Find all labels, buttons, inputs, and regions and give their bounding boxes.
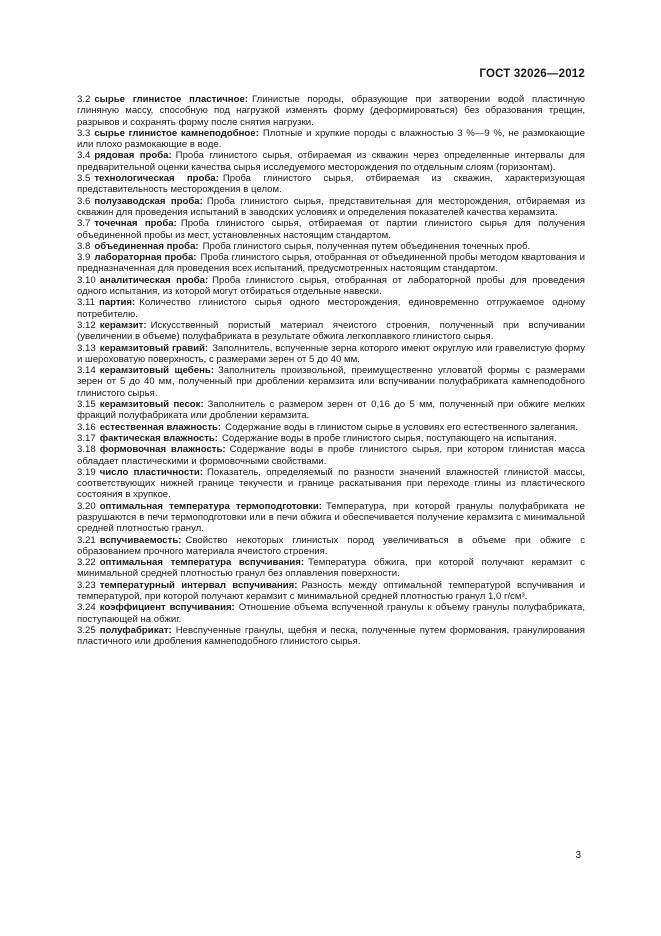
clause-number: 3.16: [77, 421, 96, 433]
clause-3-13: [77, 343, 585, 366]
clause-number: 3.17: [77, 432, 96, 444]
clause-3-3: [77, 128, 585, 151]
clause-term: рядовая проба:: [94, 150, 172, 162]
clause-number: 3.8: [77, 240, 91, 252]
clause-3-21: [77, 535, 585, 558]
clause-term: объединенная проба:: [94, 240, 199, 252]
clause-term: сырье глинистое пластичное:: [94, 94, 248, 105]
clause-number: 3.4: [77, 150, 91, 162]
definitions-list: [77, 94, 585, 648]
clause-term: керамзитовый гравий:: [99, 342, 209, 354]
clause-term: технологическая проба:: [94, 173, 219, 185]
clause-number: 3.5: [77, 173, 91, 185]
clause-definition: Невспученные гранулы, щебня и песка, полученные путем формования, гранулирования пластичного или дробления камнеподобного глинистого сырья.: [77, 624, 585, 648]
clause-number: 3.2: [77, 94, 91, 105]
clause-term: формовочная влажность:: [99, 444, 226, 456]
clause-definition: Проба глинистого сырья, полученная путем объединения точечных проб.: [202, 240, 531, 252]
clause-definition: Заполнитель, вспученные зерна которого имеют округлую или гравелистую форму и шероховатую поверхность, с размерами зерен от 5 до 40 мм.: [77, 342, 585, 365]
clause-term: коэффициент вспучивания:: [99, 602, 235, 614]
clause-definition: Проба глинистого сырья, отбираемая из скважин, характеризующая представительность месторождения в целом.: [77, 173, 585, 196]
clause-number: 3.6: [77, 195, 91, 207]
clause-term: керамзитовый песок:: [99, 399, 204, 411]
clause-number: 3.10: [77, 274, 96, 286]
clause-definition: Отношение объема вспученной гранулы к объему гранулы полуфабриката, поступающей на обжиг.: [77, 602, 585, 625]
clause-definition: Свойство некоторых глинистых пород увеличиваться в объеме при обжиге с образованием прочного материала ячеистого строения.: [77, 534, 585, 557]
clause-3-6: [77, 196, 585, 219]
clause-number: 3.21: [77, 534, 96, 546]
clause-term: керамзит:: [99, 319, 147, 331]
clause-term: партия:: [98, 297, 136, 309]
clause-number: 3.23: [77, 579, 96, 591]
clause-number: 3.24: [77, 602, 96, 614]
clause-term: лабораторная проба:: [94, 252, 197, 264]
clause-definition: Глинистые породы, образующие при затворении водой пластичную глиняную массу, способную под нагрузкой изменять форму (деформироваться) без образования трещин, разрывов и сохранять форму после снятия нагрузки.: [77, 94, 585, 128]
clause-number: 3.14: [77, 365, 96, 377]
clause-definition: Проба глинистого сырья, представительная для месторождения, отбираемая из скважин для проведения испытаний в заводских условиях и определения показателей качества керамзита.: [77, 195, 585, 218]
clause-3-18: [77, 444, 585, 467]
clause-3-20: [77, 501, 585, 535]
clause-definition: Проба глинистого сырья, отобранная от объединенной пробы методом квартования и предназначенная для проведения всех испытаний, предусмотренных настоящим стандартом.: [77, 252, 585, 275]
clause-3-14: [77, 365, 585, 399]
clause-number: 3.22: [77, 557, 96, 569]
clause-3-11: [77, 297, 585, 320]
clause-3-22: [77, 557, 585, 580]
clause-3-12: [77, 320, 585, 343]
clause-3-2: [77, 94, 585, 128]
clause-3-24: [77, 602, 585, 625]
clause-3-19: [77, 467, 585, 501]
clause-number: 3.25: [77, 624, 96, 636]
clause-number: 3.11: [77, 297, 95, 309]
clause-3-16: [77, 422, 585, 433]
clause-definition: Содержание воды в пробе глинистого сырья, при котором глинистая масса обладает пластическими и формовочными свойствами.: [77, 444, 585, 467]
clause-3-25: [77, 625, 585, 648]
standard-code: ГОСТ 32026—2012: [479, 68, 585, 80]
clause-term: число пластичности:: [99, 466, 204, 478]
clause-number: 3.19: [77, 466, 96, 478]
clause-3-7: [77, 218, 585, 241]
clause-3-5: [77, 173, 585, 196]
clause-number: 3.3: [77, 127, 91, 139]
clause-definition: Содержание воды в пробе глинистого сырья, поступающего на испытания.: [222, 432, 557, 444]
clause-number: 3.12: [77, 319, 96, 331]
clause-term: оптимальная температура вспучивания:: [99, 557, 305, 569]
clause-definition: Разность между оптимальной температурой вспучивания и температурой, при которой получают керамзит с минимальной средней плотностью гранул 1,0 г/см³.: [77, 579, 585, 603]
clause-definition: Заполнитель произвольной, преимущественно угловатой формы с размерами зерен от 5 до 40 мм, полученный при дроблении керамзита или вспучивании полуфабриката камнеподобного глинистого сырья.: [77, 365, 585, 399]
clause-3-8: [77, 241, 585, 252]
clause-definition: Заполнитель с размером зерен от 0,16 до 5 мм, полученный при обжиге мелких фракций полуфабриката или дроблении керамзита.: [77, 399, 585, 422]
clause-definition: Проба глинистого сырья, отбираемая от партии глинистого сырья для получения объединенной пробы из мест, установленных настоящим стандартом.: [77, 218, 586, 241]
clause-definition: Количество глинистого сырья одного месторождения, единовременно отгружаемое одному потребителю.: [77, 297, 585, 320]
clause-term: точечная проба:: [94, 218, 177, 230]
clause-3-4: [77, 150, 585, 173]
clause-3-23: [77, 580, 585, 603]
clause-term: сырье глинистое камнеподобное:: [94, 127, 259, 139]
clause-3-10: [77, 275, 585, 298]
clause-definition: Температура обжига, при которой получают керамзит с минимальной средней плотностью гранул без оплавления поверхности.: [77, 557, 585, 580]
clause-term: вспучиваемость:: [99, 534, 182, 546]
clause-number: 3.7: [77, 218, 91, 230]
clause-3-17: [77, 433, 585, 444]
clause-term: фактическая влажность:: [99, 432, 218, 444]
clause-term: полуфабрикат:: [99, 624, 172, 636]
clause-number: 3.9: [77, 252, 91, 264]
clause-term: оптимальная температура термоподготовки:: [99, 500, 322, 512]
clause-definition: Искусственный пористый материал ячеистого строения, полученный при вспучивании (увеличении в объеме) полуфабриката в результате обжига легкоплавкого глинистого сырья.: [77, 319, 585, 343]
clause-number: 3.15: [77, 399, 96, 411]
clause-term: керамзитовый щебень:: [99, 365, 214, 377]
clause-definition: Плотные и хрупкие породы с влажностью 3 %—9 %, не размокающие или плохо размокающие в воде.: [77, 127, 585, 151]
clause-definition: Содержание воды в глинистом сырье в условиях его естественного залегания.: [225, 421, 578, 433]
clause-term: полузаводская проба:: [94, 195, 203, 207]
clause-3-9: [77, 252, 585, 275]
clause-3-15: [77, 399, 585, 422]
clause-term: естественная влажность:: [99, 421, 222, 433]
clause-term: температурный интервал вспучивания:: [99, 579, 298, 591]
clause-number: 3.20: [77, 500, 96, 512]
clause-number: 3.18: [77, 444, 96, 456]
clause-definition: Проба глинистого сырья, отбираемая из скважин через определенные интервалы для предварительной оценки качества сырья исследуемого месторождения по отдельным слоям (горизонтам).: [77, 150, 585, 173]
clause-number: 3.13: [77, 342, 96, 354]
clause-definition: Показатель, определяемый по разности значений влажностей глинистой массы, соответствующих нижней границе текучести и границе раскатывания при переходе глины из пластического состояния в хрупкое.: [77, 466, 585, 501]
clause-definition: Температура, при которой гранулы полуфабриката не разрушаются в печи термоподготовки или в печи обжига и обеспечивается получение керамзита с минимальной средней плотностью гранул.: [77, 500, 585, 535]
clause-definition: Проба глинистого сырья, отобранная от лабораторной пробы для проведения одного испытания, из которой могут отбираться отдельные навески.: [77, 274, 585, 298]
page-number: 3: [575, 850, 581, 861]
clause-term: аналитическая проба:: [99, 274, 209, 286]
